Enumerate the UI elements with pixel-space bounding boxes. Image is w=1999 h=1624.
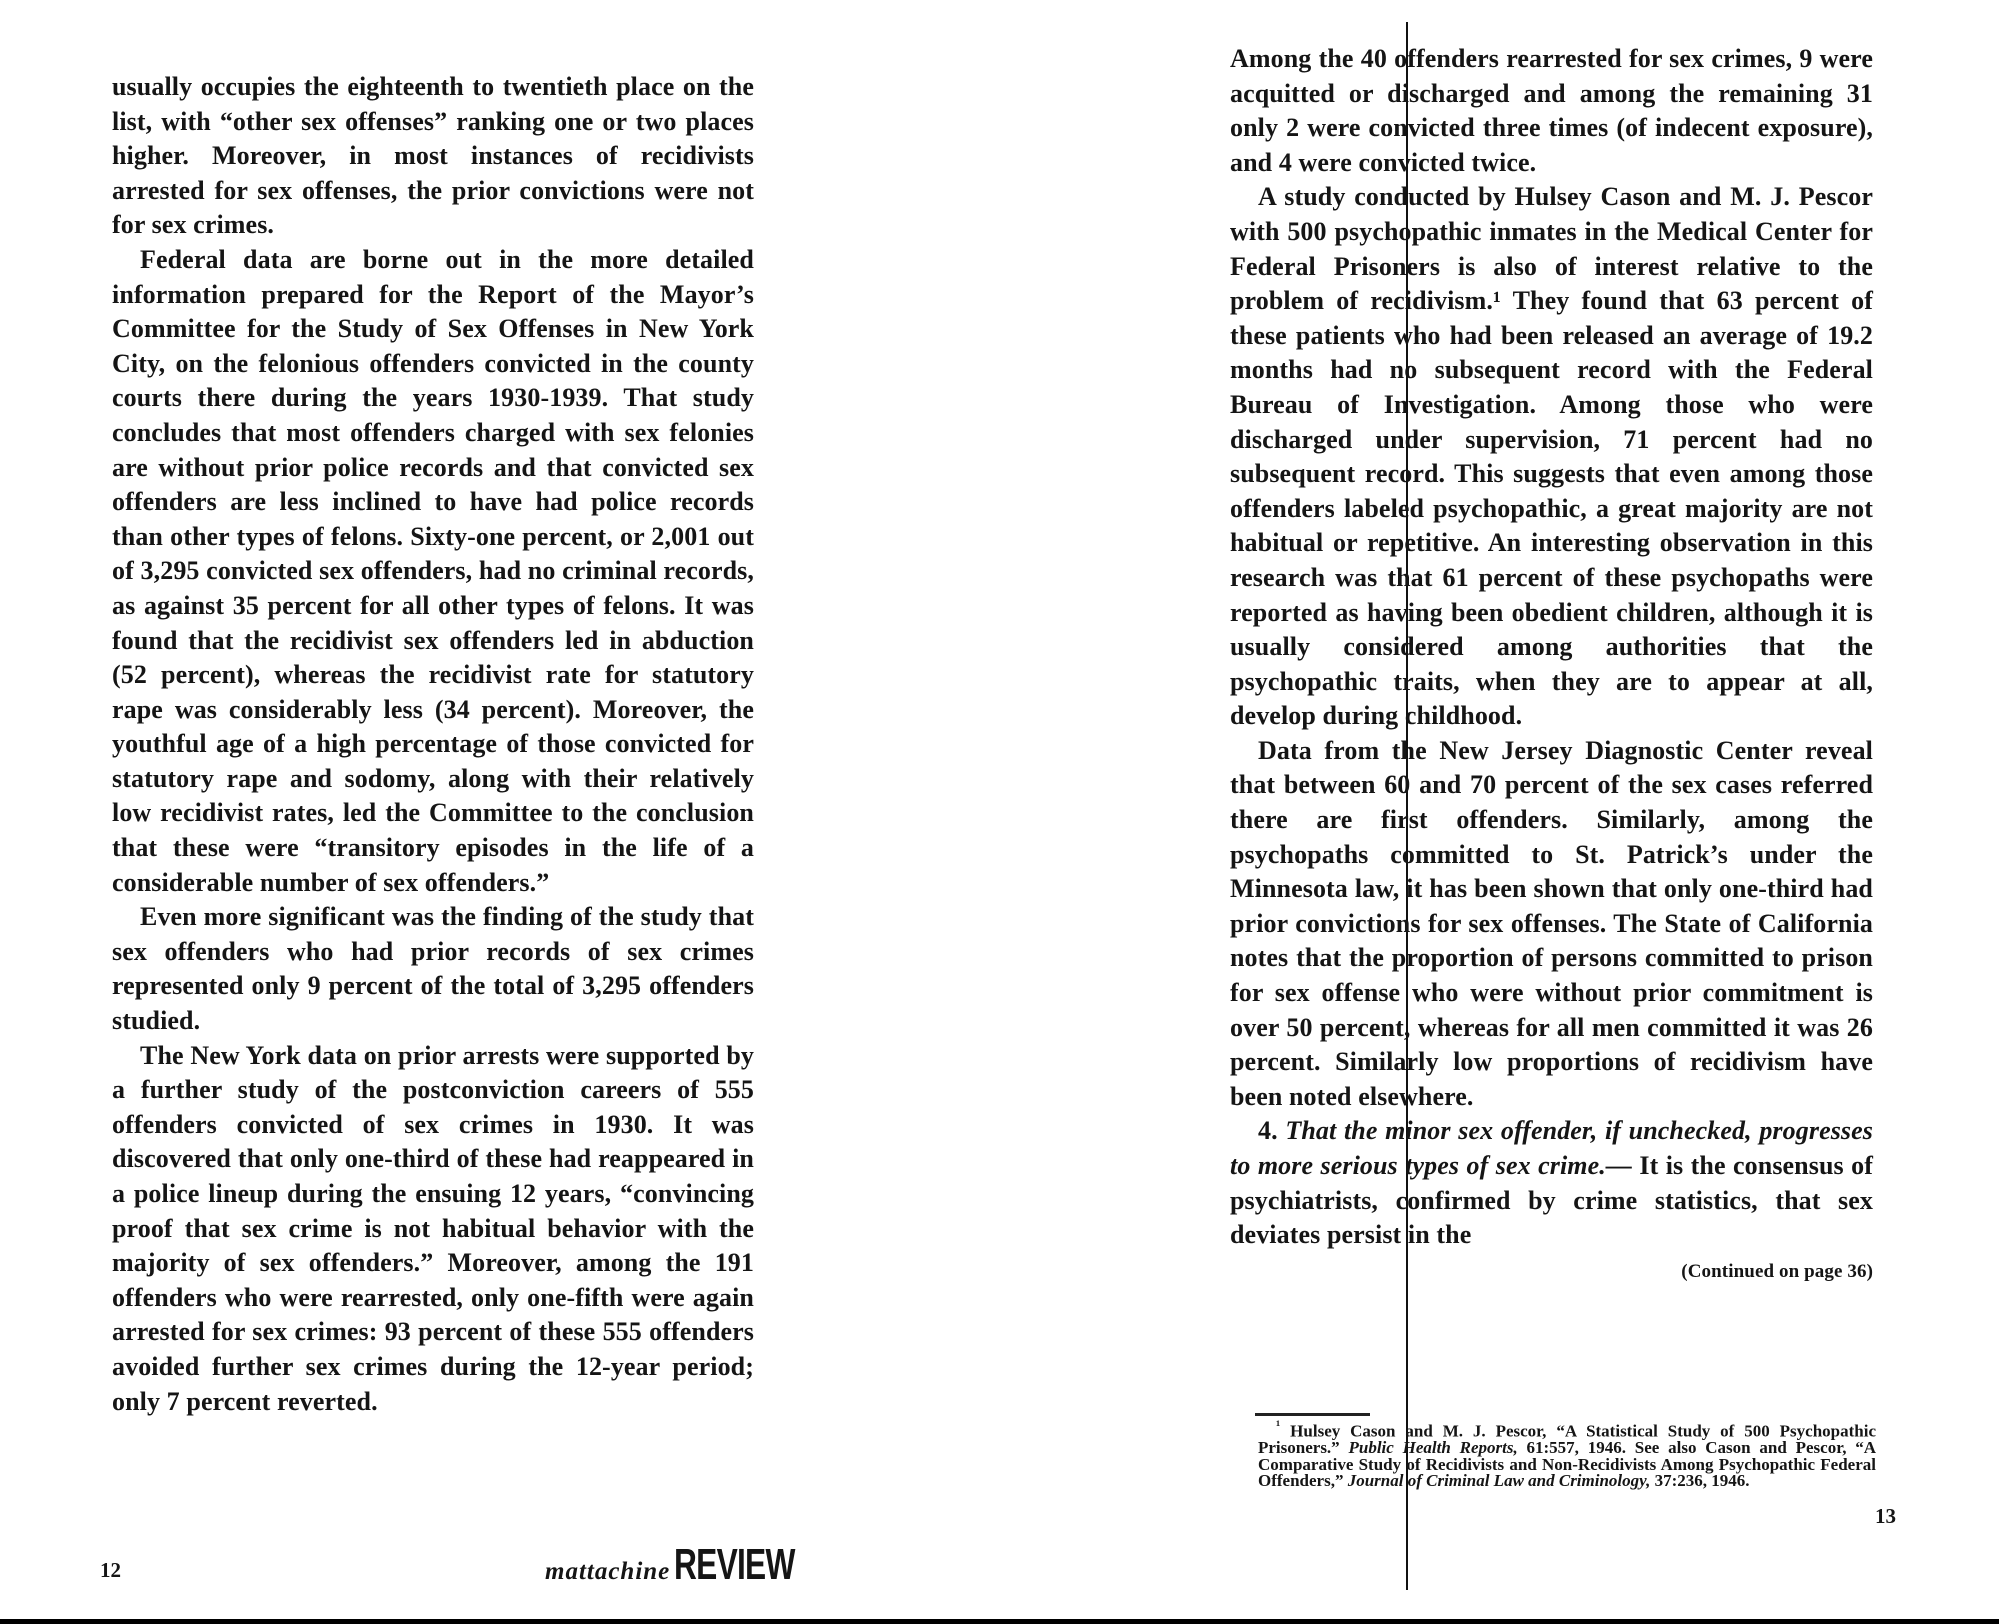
left-page-column [112,70,754,1419]
footnote-journal: Journal of Criminal Law and Criminology, [1347,1471,1651,1491]
right-page-column [1230,42,1873,1289]
footnote-marker: ¹ [1276,1418,1281,1434]
point-number: 4. [1258,1116,1278,1146]
paragraph: Even more significant was the finding of the study that sex offenders who had prior records of sex crimes represented only 9 percent of the total of 3,295 offenders studied. [112,902,754,1036]
paragraph: The New York data on prior arrests were supported by a further study of the postconviction careers of 555 offenders convicted of sex crimes in 1930. It was discovered that only one-third of these had reappeared in a police lineup during the ensuing 12 years, “convincing proof that sex crime is not habitual behavior with the majority of sex offenders.” Moreover, among the 191 offenders who were rearrested, only one-fifth were again arrested for sex crimes: 93 percent of these 555 offenders avoided further sex crimes during the 12-year period; only 7 percent reverted. [112,1040,754,1416]
footnote-rule [1255,1413,1370,1416]
masthead-script: mattachine [545,1558,671,1585]
masthead-title: REVIEW [674,1540,795,1589]
continued-link[interactable]: (Continued on page 36) [1681,1260,1873,1282]
paragraph: usually occupies the eighteenth to twentieth place on the list, with “other sex offenses” ranking one or two places higher. Moreover, in most instances of recidivists arrested for sex offenses, the prior convictions were not for sex crimes. [112,72,754,240]
scan-border [0,1619,1999,1624]
page-number-left: 12 [100,1558,121,1582]
footnote [1258,1418,1876,1490]
masthead-logo [545,1540,842,1590]
paragraph: Among the 40 offenders rearrested for sex crimes, 9 were acquitted or discharged and among the remaining 31 only 2 were convicted three times (of indecent exposure), and 4 were convicted twice. [1230,44,1873,177]
point-text: It is the consensus of psychiatrists, confirmed by crime statistics, that sex deviates persist in the [1230,1151,1873,1250]
paragraph: A study conducted by Hulsey Cason and M. J. Pescor with 500 psychopathic inmates in the Medical Center for Federal Prisoners is also of interest relative to the problem of recidivism.¹ They found that 63 percent of these patients who had been released an average of 19.2 months had no subsequent record with the Federal Bureau of Investigation. Among those who were discharged under supervision, 71 percent had no subsequent record. This suggests that even among those offenders labeled psychopathic, a great majority are not habitual or repetitive. An interesting observation in this research was that 61 percent of these psychopaths were reported as having been obedient children, although it is usually considered among authorities that the psychopathic traits, when they are to appear at all, develop during childhood. [1230,182,1873,731]
footnote-journal: Public Health Reports, [1348,1438,1518,1458]
point-heading: That the minor sex offender, if unchecked, progresses to more serious types of sex crime.— [1230,1116,1873,1180]
paragraph: Data from the New Jersey Diagnostic Center reveal that between 60 and 70 percent of the sex cases referred there are first offenders. Similarly, among the psychopaths committed to St. Patrick’s under the Minnesota law, it has been shown that only one-third had prior convictions for sex offenses. The State of California notes that the proportion of persons committed to prison for sex offense who were without prior commitment is over 50 percent, whereas for all men committed it was 26 percent. Similarly low proportions of recidivism have been noted elsewhere. [1230,735,1873,1111]
footnote-text: 61:557, 1946. See also Cason and Pescor, “A Comparative Study of Recidivists and Non-Recidivists Among Psychopathic Federal Offenders,” [1258,1438,1877,1491]
footnote-text: Hulsey Cason and M. J. Pescor, “A Statistical Study of 500 Psychopathic Prisoners.” [1258,1421,1877,1458]
paragraph: Federal data are borne out in the more detailed information prepared for the Report of the Mayor’s Committee for the Study of Sex Offenses in New York City, on the felonious offenders convicted in the county courts there during the years 1930-1939. That study concludes that most offenders charged with sex felonies are without prior police records and that convicted sex offenders are less inclined to have had police records than other types of felons. Sixty-one percent, or 2,001 out of 3,295 convicted sex offenders, had no criminal records, as against 35 percent for all other types of felons. It was found that the recidivist sex offenders led in abduction (52 percent), whereas the recidivist rate for statutory rape was considerably less (34 percent). Moreover, the youthful age of a high percentage of those convicted for statutory rape and sodomy, along with their relatively low recidivist rates, led the Committee to the conclusion that these were “transitory episodes in the life of a considerable number of sex offenders.” [112,244,754,897]
page-number-right: 13 [1875,1504,1896,1528]
footnote-text: 37:236, 1946. [1654,1471,1750,1491]
point-4-paragraph [1230,1114,1873,1252]
